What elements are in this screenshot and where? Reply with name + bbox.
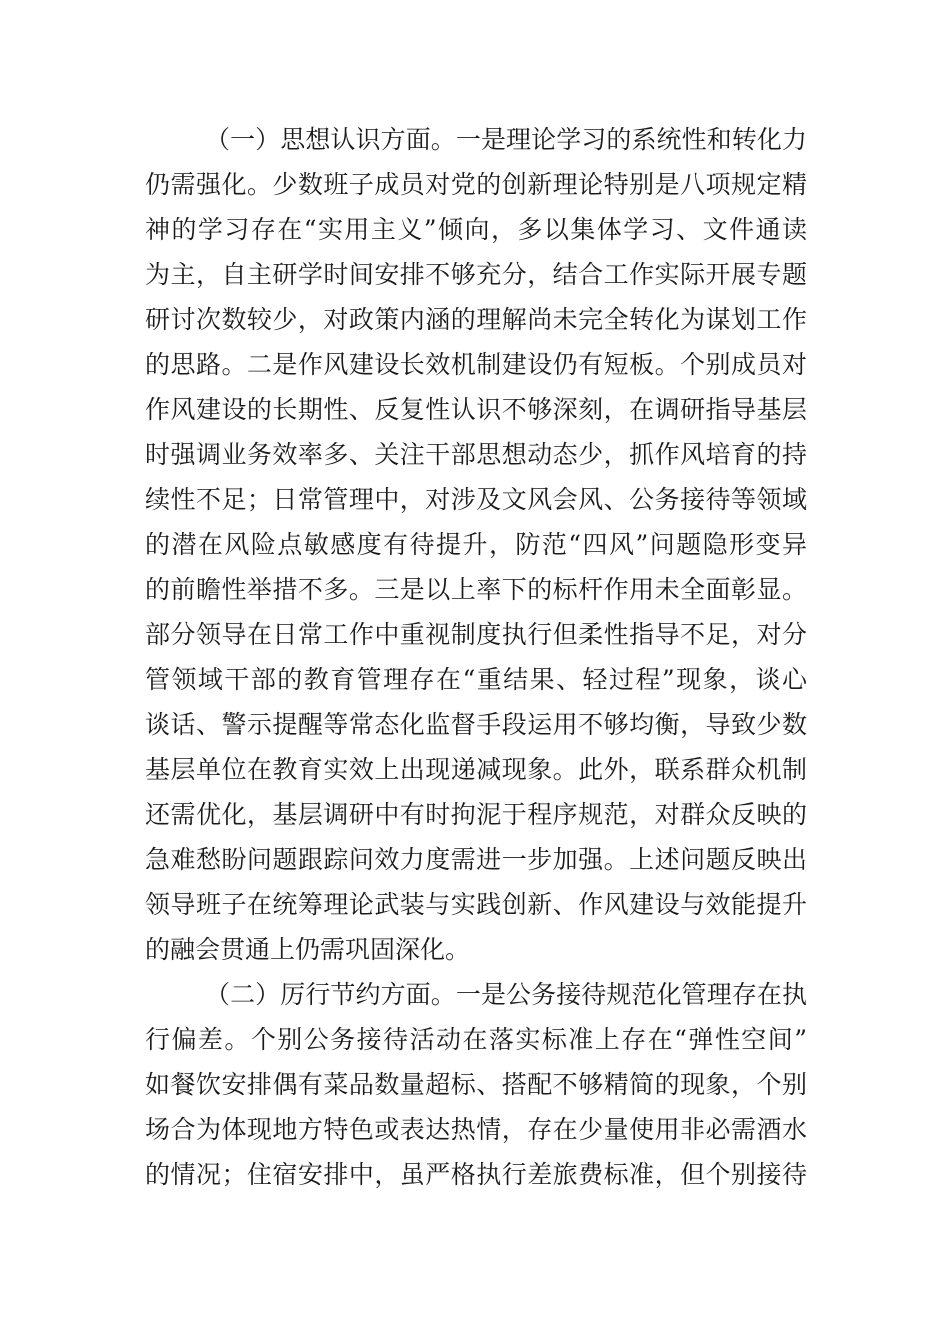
text-line: 作风建设的长期性、反复性认识不够深刻，在调研指导基层: [145, 395, 807, 424]
text-line: 的前瞻性举措不多。三是以上率下的标杆作用未全面彰显。: [145, 575, 807, 604]
text-line: 行偏差。个别公务接待活动在落实标准上存在“弹性空间”: [145, 1025, 807, 1054]
text-line: 的潜在风险点敏感度有待提升，防范“四风”问题隐形变异: [145, 530, 807, 559]
text-line: 基层单位在教育实效上出现递减现象。此外，联系群众机制: [145, 755, 807, 784]
text-line: 神的学习存在“实用主义”倾向，多以集体学习、文件通读: [145, 215, 807, 244]
text-line: 续性不足；日常管理中，对涉及文风会风、公务接待等领域: [145, 485, 807, 514]
text-line: 部分领导在日常工作中重视制度执行但柔性指导不足，对分: [145, 620, 807, 649]
text-line: 时强调业务效率多、关注干部思想动态少，抓作风培育的持: [145, 440, 807, 469]
text-line: 仍需强化。少数班子成员对党的创新理论特别是八项规定精: [145, 170, 807, 199]
text-line: 的融会贯通上仍需巩固深化。: [145, 935, 471, 964]
text-line: 领导班子在统筹理论武装与实践创新、作风建设与效能提升: [145, 890, 807, 919]
paragraph-2-heading-line: （二）厉行节约方面。一是公务接待规范化管理存在执: [205, 980, 807, 1009]
text-line: 场合为体现地方特色或表达热情，存在少量使用非必需酒水: [145, 1115, 807, 1144]
paragraph-1-heading-line: （一）思想认识方面。一是理论学习的系统性和转化力: [205, 125, 807, 154]
text-line: 如餐饮安排偶有菜品数量超标、搭配不够精简的现象，个别: [145, 1070, 807, 1099]
text-line: 急难愁盼问题跟踪问效力度需进一步加强。上述问题反映出: [145, 845, 807, 874]
text-line: 还需优化，基层调研中有时拘泥于程序规范，对群众反映的: [145, 800, 807, 829]
text-line: 的思路。二是作风建设长效机制建设仍有短板。个别成员对: [145, 350, 807, 379]
text-line: 研讨次数较少，对政策内涵的理解尚未完全转化为谋划工作: [145, 305, 807, 334]
text-line: 为主，自主研学时间安排不够充分，结合工作实际开展专题: [145, 260, 807, 289]
text-line: 管领域干部的教育管理存在“重结果、轻过程”现象，谈心: [145, 665, 807, 694]
text-line: 的情况；住宿安排中，虽严格执行差旅费标准，但个别接待: [145, 1160, 807, 1189]
text-line: 谈话、警示提醒等常态化监督手段运用不够均衡，导致少数: [145, 710, 807, 739]
